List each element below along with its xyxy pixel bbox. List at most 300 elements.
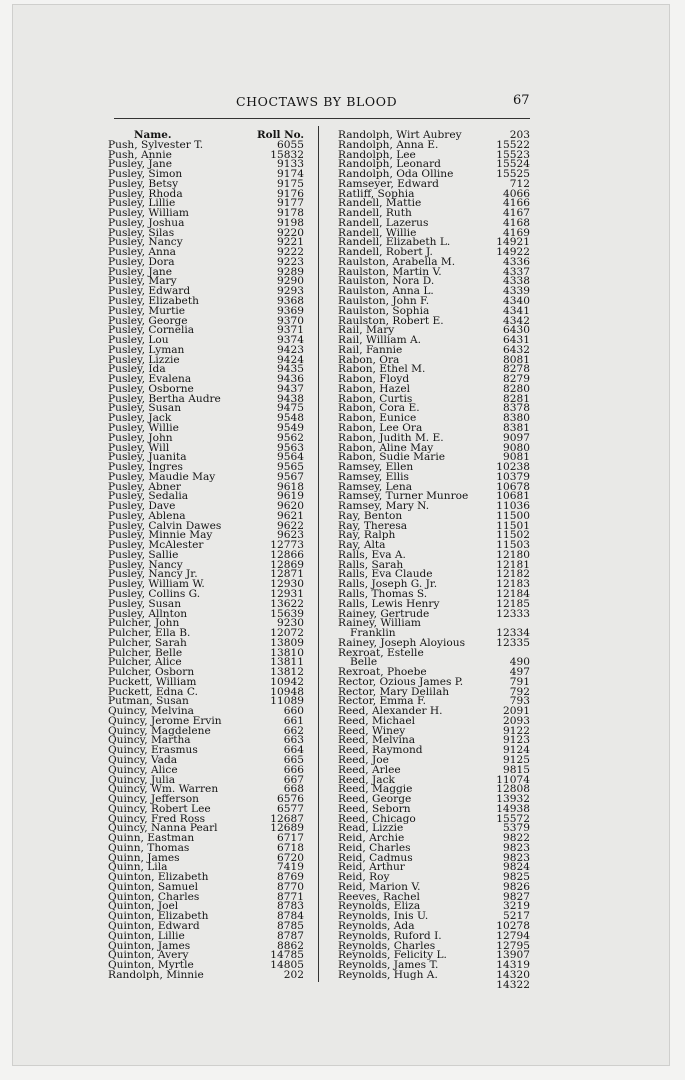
entry-name: Pusley, Abner [108,480,181,493]
entry-roll-number: 9815 [503,763,530,776]
entry-roll-number: 6055 [277,138,304,151]
entry-roll-number: 9293 [277,285,304,298]
entry-roll-number: 9198 [277,216,304,229]
entry-name: Ratliff, Sophia [338,187,415,200]
entry-name: Pusley, Elizabeth [108,295,199,308]
entry-roll-number: 6431 [503,334,530,347]
entry-name: Reed, Seborn [338,802,411,815]
entry-roll-number: 12689 [270,822,304,835]
entry-name: Quinton, Edward [108,920,200,933]
entry-name: Pusley, Silas [108,226,175,239]
entry-roll-number: 3219 [503,900,530,913]
entry-name: Pusley, McAlester [108,539,204,552]
entry-name: Ray, Theresa [338,519,408,532]
entry-name: Rector, Mary Delilah [338,685,450,698]
entry-name: Pusley, Rhoda [108,187,183,200]
entry-name: Quincy, Magdelene [108,724,211,737]
entry-name: Quinn, James [108,851,180,864]
roll-header: Roll No. [257,129,304,141]
entry-name: Pusley, Nancy [108,558,183,571]
entry-roll-number: 4166 [503,197,530,210]
entry-roll-number: 202 [283,968,304,981]
entry-name: Randolph, Minnie [108,968,204,981]
entry-name: Rainey, Joseph Aloyious [338,636,466,649]
entry-roll-number: 12333 [496,607,530,620]
entry-name: Quincy, Martha [108,734,191,747]
entry-roll-number: 8280 [503,382,530,395]
entry-roll-number: 7419 [277,861,304,874]
entry-roll-number: 9823 [503,841,530,854]
entry-roll-number: 14805 [270,959,304,972]
entry-roll-number: 8279 [503,373,530,386]
entry-name: Reynolds, Ruford I. [338,929,442,942]
entry-roll-number: 9549 [277,421,304,434]
entry-name: Puckett, Edna C. [108,685,198,698]
entry-roll-number: 9133 [277,158,304,171]
entry-name: Randolph, Leonard [338,158,441,171]
entry-roll-number: 4168 [503,216,530,229]
entry-name: Rabon, Floyd [338,373,410,386]
entry-roll-number: 12808 [496,783,530,796]
entry-name: Rexroat, Estelle [338,646,424,659]
entry-roll-number: 12931 [270,587,304,600]
entry-roll-number: 9374 [277,334,304,347]
entry-name: Pusley, Collins G. [108,587,201,600]
entry-roll-number: 9621 [277,509,304,522]
entry-name: Reed, Chicago [338,812,416,825]
entry-roll-number: 9564 [277,451,304,464]
entry-roll-number: 664 [283,744,304,757]
entry-roll-number: 9618 [277,480,304,493]
entry-name: Randell, Willie [338,226,417,239]
entry-name: Pusley, Sallie [108,548,179,561]
entry-name: Pusley, Ablena [108,509,186,522]
entry-roll-number: 6577 [277,802,304,815]
entry-name: Raulston, Arabella M. [338,255,456,268]
entry-roll-number: 9174 [277,168,304,181]
entry-roll-number: 9424 [277,353,304,366]
entry-name: Quinn, Thomas [108,841,190,854]
entry-name: Reynolds, Charles [338,939,436,952]
entry-roll-number: 9222 [277,246,304,259]
entry-roll-number: 6576 [277,793,304,806]
entry-roll-number: 9620 [277,500,304,513]
entry-name: Quinton, Elizabeth [108,910,209,923]
entry-name: Reid, Roy [338,871,390,884]
entry-roll-number: 4342 [503,314,530,327]
entry-roll-number: 791 [509,675,530,688]
entry-roll-number: 9368 [277,295,304,308]
entry-name: Ralls, Thomas S. [338,587,428,600]
entry-roll-number: 9220 [277,226,304,239]
entry-name: Pusley, Jack [108,412,172,425]
entry-name: Quincy, Julia [108,773,176,786]
entry-name: Rail, Fannie [338,343,403,356]
entry-name: Ramsey, Ellis [338,470,409,483]
entry-name: Reynolds, Eliza [338,900,421,913]
entry-roll-number: 9370 [277,314,304,327]
entry-roll-number: 9436 [277,373,304,386]
entry-roll-number: 6717 [277,832,304,845]
entry-roll-number: 668 [283,783,304,796]
entry-name: Pulcher, Sarah [108,636,187,649]
entry-name: Reed, Maggie [338,783,413,796]
entry-name: Pusley, Bertha Audre [108,392,221,405]
entry-name: Pusley, Nancy [108,236,183,249]
entry-roll-number: 661 [283,714,304,727]
column-divider [318,126,319,982]
entry-name: Pusley, Lillie [108,197,176,210]
entry-roll-number: 9230 [277,617,304,630]
entry-name: Pusley, Lou [108,334,169,347]
entry-name: Reynolds, Felicity L. [338,949,447,962]
entry-roll-number: 9622 [277,519,304,532]
entry-name: Reid, Arthur [338,861,405,874]
entry-name: Randell, Robert J. [338,246,433,259]
entry-roll-number: 497 [509,666,530,679]
entry-roll-number: 8378 [503,402,530,415]
page-number: 67 [513,93,530,108]
entry-roll-number: 9178 [277,207,304,220]
entry-roll-number: 13811 [270,656,304,669]
entry-name: Pusley, Lyman [108,343,185,356]
entry-name: Read, Lizzie [338,822,404,835]
entry-roll-number: 10678 [496,480,530,493]
entry-roll-number: 667 [283,773,304,786]
entry-roll-number: 712 [509,177,530,190]
entry-name: Pulcher, Alice [108,656,182,669]
entry-roll-number: 9125 [503,754,530,766]
entry-name: Quincy, Jefferson [108,793,199,806]
entry-name: Randolph, Lee [338,148,416,161]
entry-roll-number: 8771 [277,890,304,903]
entry-name: Randell, Ruth [338,207,412,220]
entry-name: Pulcher, Osborn [108,666,195,679]
entry-name: Quinton, Joel [108,900,179,913]
entry-name: Pusley, Will [108,441,170,454]
entry-name: Reed, Joe [338,754,389,766]
entry-name: Pusley, Osborne [108,382,194,395]
entry-name: Quinton, Charles [108,890,200,903]
entry-roll-number: 11036 [496,500,530,513]
entry-roll-number: 9822 [503,832,530,845]
entry-name: Rainey, William [338,617,421,630]
entry-roll-number: 14922 [496,246,530,259]
entry-name: Reynolds, Inis U. [338,910,429,923]
entry-roll-number: 9080 [503,441,530,454]
entry-name: Quincy, Fred Ross [108,812,206,825]
entry-roll-number: 9221 [277,236,304,249]
entry-roll-number: 4066 [503,187,530,200]
entry-name: Ramseyer, Edward [338,177,439,190]
entry-name: Ralls, Sarah [338,558,404,571]
entry-roll-number: 9371 [277,324,304,337]
entry-roll-number: 15572 [496,812,530,825]
entry-name: Push, Annie [108,148,172,161]
entry-name: Pusley, Ida [108,363,166,376]
entry-roll-number: 9123 [503,734,530,747]
entry-name: Pusley, Willie [108,421,179,434]
entry-name: Ramsey, Ellen [338,461,414,474]
entry-name: Ralls, Lewis Henry [338,597,440,610]
entry-roll-number: 14938 [496,802,530,815]
entry-roll-number: 13932 [496,793,530,806]
entry-roll-number: 792 [509,685,530,698]
entry-name: Randell, Mattie [338,197,422,210]
entry-name: Ray, Alta [338,539,386,552]
entry-name: Pusley, William W. [108,578,205,591]
entry-roll-number: 12182 [496,568,530,581]
entry-name: Raulston, Nora D. [338,275,435,288]
entry-name: Rabon, Curtis [338,392,413,405]
entry-roll-number: 6432 [503,343,530,356]
entry-roll-number: 12181 [496,558,530,571]
entry-roll-number: 9475 [277,402,304,415]
entry-roll-number: 8783 [277,900,304,913]
entry-roll-number: 12183 [496,578,530,591]
entry-name: Pusley, Jane [108,158,173,171]
entry-name: Quinton, Avery [108,949,189,962]
entry-roll-number: 490 [509,656,530,669]
entry-name: Randolph, Anna E. [338,138,439,151]
entry-name: Reynolds, James T. [338,959,439,972]
entry-roll-number: 9438 [277,392,304,405]
entry-roll-number: 4340 [503,295,530,308]
entry-roll-number: 4341 [503,304,530,317]
entry-roll-number: 12335 [496,636,530,649]
entry-name: Randell, Lazerus [338,216,429,229]
entry-roll-number: 14921 [496,236,530,249]
entry-roll-number: 9565 [277,461,304,474]
entry-roll-number: 4337 [503,265,530,278]
entry-roll-number: 8281 [503,392,530,405]
entry-name: Ralls, Eva Claude [338,568,433,581]
entry-roll-number: 9097 [503,431,530,444]
entry-roll-number: 12795 [496,939,530,952]
entry-name: Raulston, Anna L. [338,285,434,298]
entry-name: Ramsey, Lena [338,480,413,493]
entry-roll-number: 13622 [270,597,304,610]
entry-name: Reed, George [338,793,412,806]
entry-name: Rabon, Eunice [338,412,417,425]
entry-name: Reed, Raymond [338,744,423,757]
entry-name: Pusley, Juanita [108,451,187,464]
entry-roll-number: 15832 [270,148,304,161]
entry-roll-number: 4169 [503,226,530,239]
entry-name: Rexroat, Phoebe [338,666,427,679]
entry-roll-number: 6720 [277,851,304,864]
entry-roll-number: 10681 [496,490,530,503]
entry-roll-number: 8381 [503,421,530,434]
entry-name: Rector, Emma F. [338,695,427,708]
entry-name: Pusley, Betsy [108,177,179,190]
entry-name: Reeves, Rachel [338,890,420,903]
entry-name: Quinn, Lila [108,861,168,874]
entry-name: Rail, Mary [338,324,395,337]
entry-roll-number: 15525 [496,168,530,181]
entry-roll-number: 14319 [496,959,530,972]
entry-roll-number: 9825 [503,871,530,884]
entry-name: Reed, Winey [338,724,406,737]
entry-name: Pusley, Allnton [108,607,188,620]
roll-entry-row [338,978,530,991]
entry-name: Ramsey, Turner Munroe [338,490,469,503]
entry-roll-number: 662 [283,724,304,737]
entry-name: Reed, Michael [338,714,415,727]
entry-roll-number: 15522 [496,138,530,151]
entry-roll-number: 12334 [496,627,530,640]
entry-roll-number: 665 [283,754,304,766]
entry-roll-number: 9437 [277,382,304,395]
entry-name: Pusley, Susan [108,402,182,415]
entry-roll-number: 15523 [496,148,530,161]
entry-name: Pusley, Dora [108,255,175,268]
entry-roll-number: 203 [509,129,530,141]
entry-roll-number: 12794 [496,929,530,942]
entry-name: Pusley, John [108,431,173,444]
entry-roll-number: 10379 [496,470,530,483]
entry-roll-number: 11089 [270,695,304,708]
entry-name: Pusley, Dave [108,500,176,513]
entry-roll-number: 9423 [277,343,304,356]
entry-roll-number: 9823 [503,851,530,864]
entry-roll-number: 11502 [496,529,530,542]
entry-name: Randolph, Wirt Aubrey [338,129,462,141]
entry-roll-number: 10942 [270,675,304,688]
entry-name: Quincy, Robert Lee [108,802,211,815]
entry-name: Pusley, Minnie May [108,529,213,542]
entry-roll-number: 9827 [503,890,530,903]
entry-roll-number: 5217 [503,910,530,923]
entry-name: Pusley, Jane [108,265,173,278]
entry-name: Pulcher, John [108,617,180,630]
entry-name: Pusley, Evalena [108,373,192,386]
entry-name: Puckett, William [108,675,197,688]
entry-roll-number: 8862 [277,939,304,952]
entry-roll-number: 9176 [277,187,304,200]
entry-name: Pusley, Lizzie [108,353,180,366]
entry-name: Quincy, Nanna Pearl [108,822,218,835]
entry-roll-number: 8770 [277,880,304,893]
roll-entry-row [108,968,304,981]
entry-roll-number: 4167 [503,207,530,220]
entry-roll-number: 10238 [496,461,530,474]
entry-roll-number: 13809 [270,636,304,649]
entry-roll-number: 2093 [503,714,530,727]
entry-roll-number: 11501 [496,519,530,532]
entry-name: Reid, Marion V. [338,880,421,893]
entry-roll-number: 8787 [277,929,304,942]
entry-roll-number: 12869 [270,558,304,571]
entry-roll-number: 12773 [270,539,304,552]
entry-name: Quincy, Erasmus [108,744,198,757]
entry-roll-number: 15639 [270,607,304,620]
entry-name: Reed, Melvina [338,734,416,747]
entry-name: Pusley, Cornelia [108,324,195,337]
entry-name: Randolph, Oda Olline [338,168,454,181]
entry-name: Quinn, Eastman [108,832,195,845]
entry-roll-number: 9175 [277,177,304,190]
entry-roll-number: 9289 [277,265,304,278]
entry-name: Rabon, Cora E. [338,402,420,415]
entry-roll-number: 9177 [277,197,304,210]
entry-name: Pusley, Ingres [108,461,183,474]
entry-roll-number: 9619 [277,490,304,503]
page-title: CHOCTAWS BY BLOOD [236,94,398,109]
entry-name: Quincy, Jerome Ervin [108,714,222,727]
entry-name: Pusley, Nancy Jr. [108,568,198,581]
entry-roll-number: 666 [283,763,304,776]
entry-name: Rabon, Ora [338,353,400,366]
entry-roll-number: 9826 [503,880,530,893]
entry-name: Quinton, Myrtle [108,959,194,972]
entry-name: Reid, Charles [338,841,411,854]
entry-roll-number: 14320 [496,968,530,981]
entry-roll-number: 12866 [270,548,304,561]
entry-roll-number: 9122 [503,724,530,737]
entry-roll-number: 12930 [270,578,304,591]
entry-roll-number: 9548 [277,412,304,425]
entry-name: Pusley, Murtie [108,304,186,317]
entry-name: Randell, Elizabeth L. [338,236,451,249]
entry-name: Reed, Alexander H. [338,705,443,718]
entry-name: Pusley, Susan [108,597,182,610]
entry-roll-number: 9562 [277,431,304,444]
entry-name: Ray, Ralph [338,529,396,542]
entry-roll-number: 660 [283,705,304,718]
entry-name: Reynolds, Ada [338,920,415,933]
entry-roll-number: 8769 [277,871,304,884]
entry-name: Reynolds, Hugh A. [338,968,438,981]
entry-name: Quinton, Samuel [108,880,199,893]
entry-roll-number: 13810 [270,646,304,659]
entry-roll-number: 12185 [496,597,530,610]
entry-name: Pusley, Sedalia [108,490,189,503]
entry-roll-number: 9563 [277,441,304,454]
entry-name: Pulcher, Belle [108,646,183,659]
entry-name: Belle [350,656,378,669]
entry-roll-number: 9223 [277,255,304,268]
entry-roll-number: 4339 [503,285,530,298]
entry-name: Pusley, Maudie May [108,470,216,483]
entry-roll-number: 14785 [270,949,304,962]
entry-name: Reed, Arlee [338,763,401,776]
entry-name: Quinton, James [108,939,191,952]
entry-name: Rector, Ozious James P. [338,675,464,688]
entry-name: Pusley, William [108,207,189,220]
entry-roll-number: 9435 [277,363,304,376]
entry-roll-number: 9290 [277,275,304,288]
entry-roll-number: 9824 [503,861,530,874]
header-rule [114,118,530,119]
entry-roll-number: 15524 [496,158,530,171]
entry-roll-number: 8278 [503,363,530,376]
entry-roll-number: 9081 [503,451,530,464]
entry-roll-number: 2091 [503,705,530,718]
entry-roll-number: 8784 [277,910,304,923]
entry-name: Reid, Cadmus [338,851,413,864]
entry-roll-number: 9124 [503,744,530,757]
entry-name: Reid, Archie [338,832,405,845]
entry-roll-number: 6718 [277,841,304,854]
entry-name: Quincy, Alice [108,763,178,776]
entry-name: Quincy, Wm. Warren [108,783,219,796]
entry-roll-number: 13907 [496,949,530,962]
entry-name: Pusley, George [108,314,188,327]
entry-name: Quinton, Elizabeth [108,871,209,884]
entry-name: Rabon, Aline May [338,441,434,454]
entry-roll-number: 12871 [270,568,304,581]
